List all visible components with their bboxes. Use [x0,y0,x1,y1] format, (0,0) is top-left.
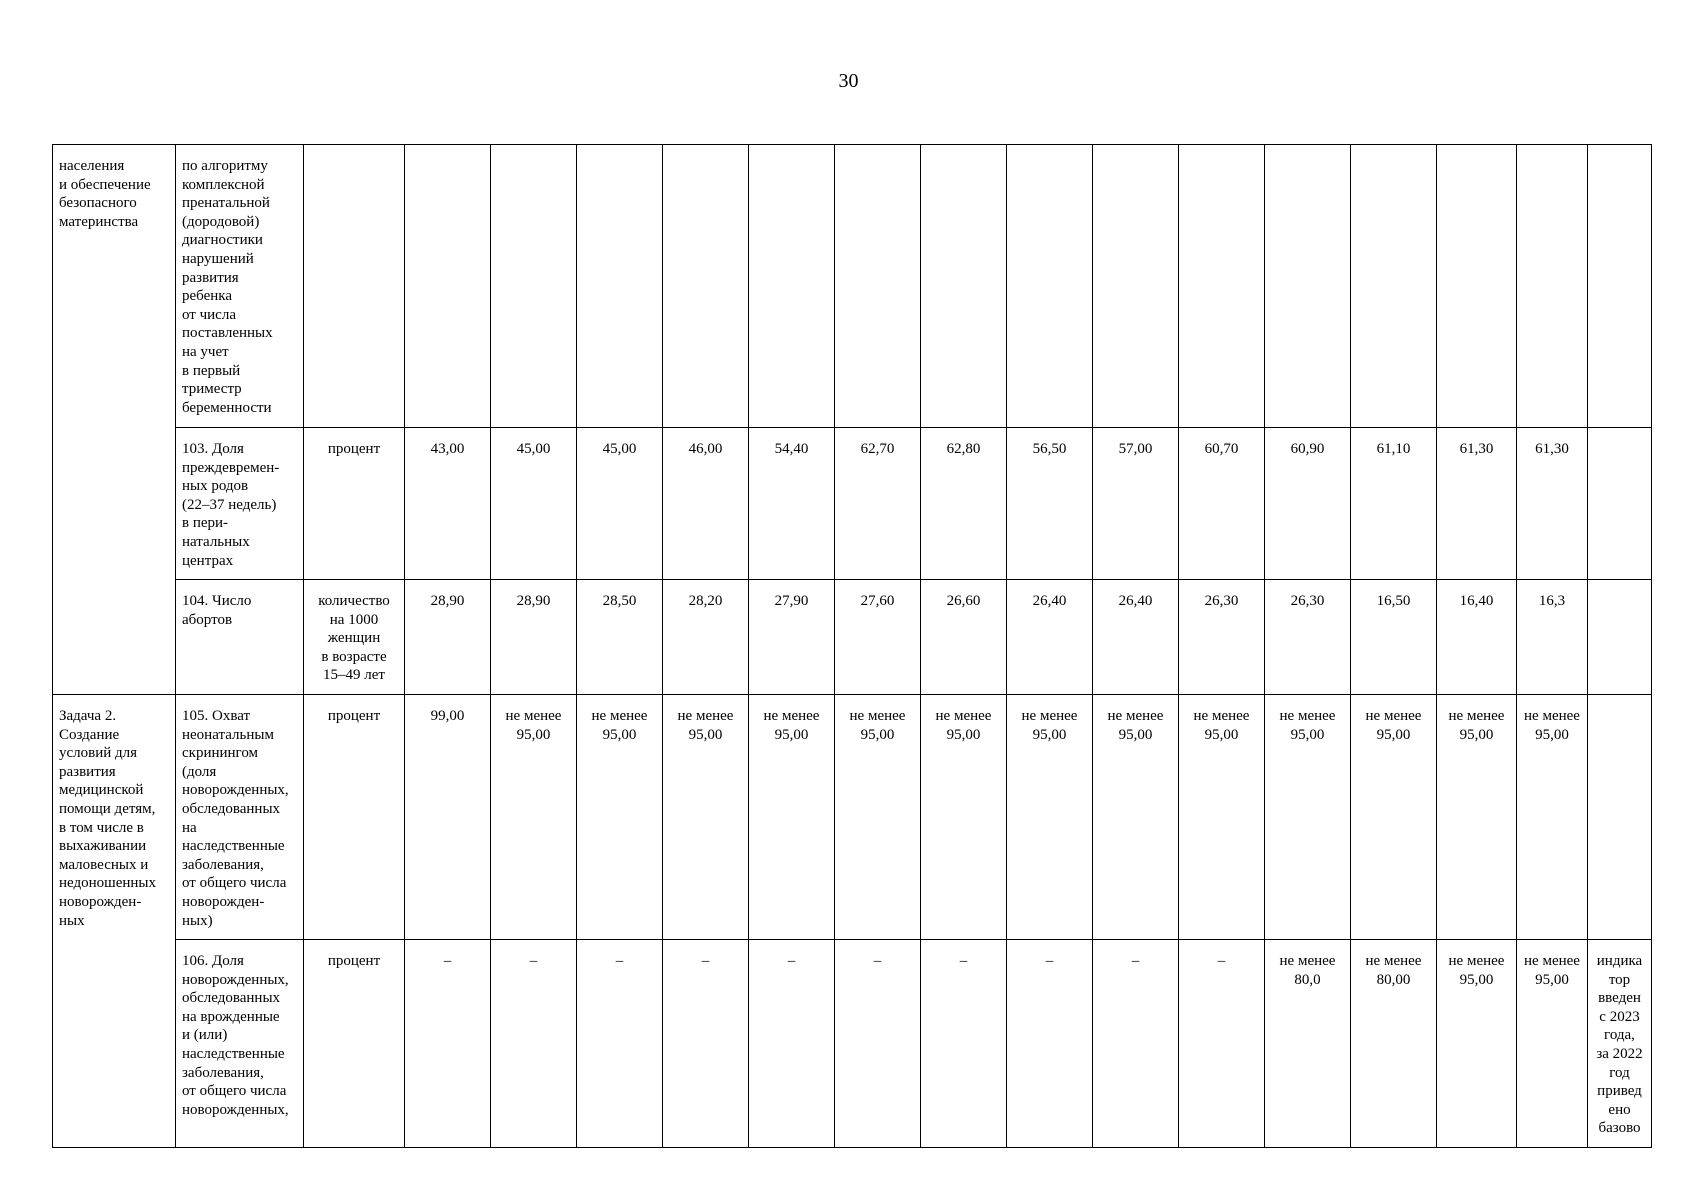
value-cell: 26,40 [1093,580,1179,695]
note-cell: индика тор введен с 2023 года, за 2022 год привед ено базово [1588,940,1652,1148]
value-cell: 45,00 [491,428,577,580]
value-cell: 61,30 [1437,428,1517,580]
value-cell: не менее 95,00 [835,695,921,940]
note-cell [1588,580,1652,695]
table-row [53,940,1652,1148]
value-cell: не менее 95,00 [749,695,835,940]
value-cell: 28,20 [663,580,749,695]
value-cell: 61,10 [1351,428,1437,580]
value-cell: 60,70 [1179,428,1265,580]
value-cell [749,145,835,428]
task-cell: Задача 2. Создание условий для развития медицинской помощи детям, в том числе в выхаживании маловесных и недоношенных новорожден- ных [53,695,176,1148]
unit-cell: количество на 1000 женщин в возрасте 15–49 лет [304,580,405,695]
value-cell: 27,60 [835,580,921,695]
task-cell: населения и обеспечение безопасного материнства [53,145,176,695]
value-cell: 28,90 [405,580,491,695]
indicator-cell: по алгоритму комплексной пренатальной (дородовой) диагностики нарушений развития ребенка от числа поставленных на учет в первый триместр беременности [176,145,304,428]
value-cell: – [835,940,921,1148]
value-cell [1351,145,1437,428]
indicator-cell: 104. Число абортов [176,580,304,695]
table-row [53,580,1652,695]
value-cell: не менее 95,00 [663,695,749,940]
page-number: 30 [838,70,859,92]
value-cell: 28,50 [577,580,663,695]
value-cell: 26,30 [1265,580,1351,695]
value-cell: 46,00 [663,428,749,580]
value-cell: не менее 95,00 [1437,940,1517,1148]
value-cell: – [405,940,491,1148]
value-cell: не менее 95,00 [1517,695,1588,940]
value-cell: не менее 80,0 [1265,940,1351,1148]
value-cell: – [749,940,835,1148]
value-cell: 27,90 [749,580,835,695]
value-cell [405,145,491,428]
value-cell: не менее 95,00 [1437,695,1517,940]
value-cell: не менее 95,00 [1179,695,1265,940]
value-cell: не менее 95,00 [1351,695,1437,940]
value-cell: не менее 95,00 [1093,695,1179,940]
value-cell: не менее 80,00 [1351,940,1437,1148]
value-cell: не менее 95,00 [1007,695,1093,940]
unit-cell: процент [304,940,405,1148]
indicator-cell: 105. Охват неонатальным скринингом (доля новорожденных, обследованных на наследственные заболевания, от общего числа новорожден- ных) [176,695,304,940]
value-cell: 57,00 [1093,428,1179,580]
value-cell: 99,00 [405,695,491,940]
value-cell [1179,145,1265,428]
value-cell [1517,145,1588,428]
value-cell: 43,00 [405,428,491,580]
value-cell: – [1093,940,1179,1148]
value-cell [835,145,921,428]
value-cell: 26,40 [1007,580,1093,695]
value-cell: 16,50 [1351,580,1437,695]
value-cell: 16,40 [1437,580,1517,695]
value-cell: – [1007,940,1093,1148]
table-row [53,428,1652,580]
value-cell: не менее 95,00 [1265,695,1351,940]
value-cell: не менее 95,00 [1517,940,1588,1148]
value-cell: 28,90 [491,580,577,695]
unit-cell: процент [304,695,405,940]
value-cell [1007,145,1093,428]
indicators-table [52,144,1652,1148]
value-cell: 61,30 [1517,428,1588,580]
value-cell: не менее 95,00 [577,695,663,940]
value-cell: 26,60 [921,580,1007,695]
note-cell [1588,428,1652,580]
value-cell: не менее 95,00 [921,695,1007,940]
value-cell [1093,145,1179,428]
value-cell: – [921,940,1007,1148]
value-cell: 56,50 [1007,428,1093,580]
note-cell [1588,695,1652,940]
value-cell: 16,3 [1517,580,1588,695]
value-cell [663,145,749,428]
value-cell: 45,00 [577,428,663,580]
unit-cell: процент [304,428,405,580]
value-cell: 26,30 [1179,580,1265,695]
value-cell [921,145,1007,428]
value-cell: – [577,940,663,1148]
value-cell [1265,145,1351,428]
table-row [53,695,1652,940]
note-cell [1588,145,1652,428]
unit-cell [304,145,405,428]
value-cell: 54,40 [749,428,835,580]
value-cell: 62,70 [835,428,921,580]
value-cell: – [491,940,577,1148]
value-cell: не менее 95,00 [491,695,577,940]
value-cell [491,145,577,428]
value-cell: – [1179,940,1265,1148]
indicator-cell: 106. Доля новорожденных, обследованных на врожденные и (или) наследственные заболевания, от общего числа новорожденных, [176,940,304,1148]
value-cell [577,145,663,428]
table-row [53,145,1652,428]
value-cell: 60,90 [1265,428,1351,580]
value-cell: – [663,940,749,1148]
indicator-cell: 103. Доля преждевремен- ных родов (22–37 недель) в пери- натальных центрах [176,428,304,580]
value-cell [1437,145,1517,428]
value-cell: 62,80 [921,428,1007,580]
